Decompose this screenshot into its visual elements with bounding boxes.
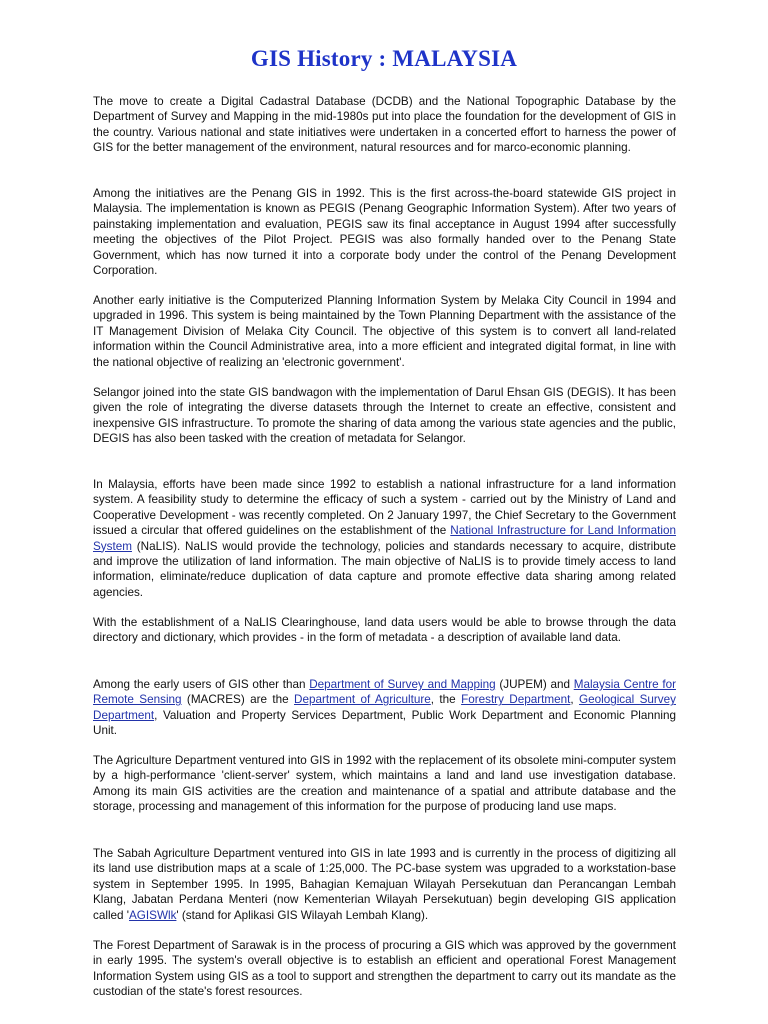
paragraph-selangor: Selangor joined into the state GIS bandwagon with the implementation of Darul Ehsan GIS (DEGIS). It has been given the role of integrating the diverse datasets through the Internet to create an effective, consistent and inexpensive GIS infrastructure. To promote the sharing of data among the various state agencies and the public, DEGIS has also been tasked with the creation of metadata for Selangor.: [93, 386, 676, 446]
link-survey-mapping[interactable]: Department of Survey and Mapping: [309, 678, 496, 691]
paragraph-melaka: Another early initiative is the Computerized Planning Information System by Melaka City Council in 1994 and upgraded in 1996. This system is being maintained by the Town Planning Department with the assistance of the IT Management Division of Melaka City Council. The objective of this system is to convert all land-related information within the Council Administrative area, into a more efficient and integrated digital format, in line with the national objective of realizing an 'electronic government'.: [93, 294, 676, 369]
text: (JUPEM) and: [495, 678, 574, 691]
link-agiswlk[interactable]: AGISWlk: [129, 908, 177, 922]
paragraph-agriculture-department: The Agriculture Department ventured into GIS in 1992 with the replacement of its obsolete mini-computer system by a high-performance 'client-server' system, which maintains a land and land use investigation database. Among its main GIS activities are the creation and maintenance of a spatial and attribute database and the storage, processing and management of this information for the purpose of producing land use maps.: [93, 754, 676, 814]
paragraph-early-users: [93, 677, 676, 739]
text: (MACRES) are the: [181, 693, 294, 707]
page-title: GIS History : MALAYSIA: [250, 46, 518, 71]
link-remote-sensing[interactable]: Malaysia Centre for Remote Sensing: [93, 678, 676, 707]
text: In Malaysia, efforts have been made since 1992 to establish a national infrastructure for a land information system. A feasibility study to determine the efficacy of such a system - carried out by the Ministry of Land and Cooperative Development - was recently completed. On 2 January 1997, the Chief Secretary to the Government issued a circular that offered guidelines on the establishment of the: [93, 478, 676, 538]
link-forestry[interactable]: Forestry Department: [461, 693, 571, 707]
paragraph-dcdb: The move to create a Digital Cadastral Database (DCDB) and the National Topographic Database by the Department of Survey and Mapping in the mid-1980s put into place the foundation for the development of GIS in the country. Various national and state initiatives were undertaken in a concerted effort to harness the power of GIS for the better management of the environment, natural resources and for marco-economic planning.: [93, 95, 676, 155]
paragraph-sabah: [93, 846, 676, 923]
text: ,: [570, 693, 580, 707]
text: (NaLIS). NaLIS would provide the technology, policies and standards necessary to acquire, distribute and improve the utilization of land information. The main objective of NaLIS is to provide timely access to land information, eliminate/reduce duplication of data capture and promote effective data sharing among related agencies.: [93, 539, 676, 599]
paragraph-sarawak: The Forest Department of Sarawak is in the process of procuring a GIS which was approved by the government in early 1995. The system's overall objective is to establish an efficient and operational Forest Management Information System using GIS as a tool to support and strengthen the department to carry out its mandate as the custodian of the state's forest resources.: [93, 939, 676, 999]
paragraph-clearinghouse: With the establishment of a NaLIS Clearinghouse, land data users would be able to browse through the data directory and dictionary, which provides - in the form of metadata - a description of available land data.: [93, 616, 676, 645]
text: ' (stand for Aplikasi GIS Wilayah Lembah Klang).: [176, 908, 429, 922]
link-geological-survey[interactable]: Geological Survey Department: [93, 693, 676, 722]
text: Among the early users of GIS other than: [93, 678, 310, 691]
paragraph-nalis: [93, 477, 676, 600]
text: , Valuation and Property Services Department, Public Work Department and Economic Planning Unit.: [93, 708, 676, 738]
paragraph-penang-gis: Among the initiatives are the Penang GIS in 1992. This is the first across-the-board statewide GIS project in Malaysia. The implementation is known as PEGIS (Penang Geographic Information System). After two years of painstaking implementation and evaluation, PEGIS saw its final acceptance in August 1994 after successfully meeting the objectives of the Pilot Project. PEGIS was also formally handed over to the Penang State Government, which has now turned it into a corporate body under the control of the Penang Development Corporation.: [93, 187, 676, 278]
text: , the: [430, 693, 462, 707]
text: The Sabah Agriculture Department ventured into GIS in late 1993 and is currently in the process of digitizing all its land use distribution maps at a scale of 1:25,000. The PC-base system was upgraded to a workstation-base system in September 1995. In 1995, Bahagian Kemajuan Wilayah Persekutuan dan Perancangan Lembah Klang, Jabatan Perdana Menteri (now Kementerian Wilayah Persekutuan) begin developing GIS application called ': [93, 847, 676, 922]
link-agriculture[interactable]: Department of Agriculture: [294, 693, 431, 707]
link-nalis[interactable]: National Infrastructure for Land Information System: [93, 524, 677, 553]
